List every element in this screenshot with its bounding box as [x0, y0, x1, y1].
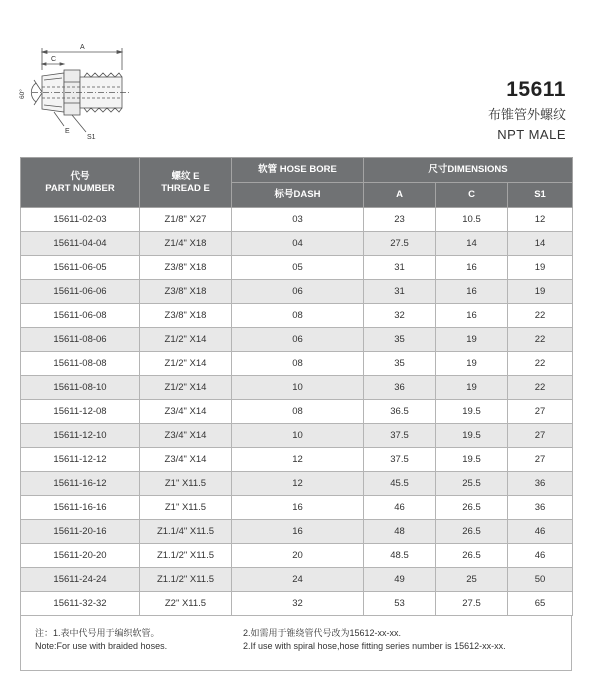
table-row [21, 232, 573, 256]
cell-s1: 12 [508, 208, 573, 232]
cell-dash: 20 [232, 544, 364, 568]
cell-part: 15611-20-16 [21, 520, 140, 544]
cell-dash: 12 [232, 472, 364, 496]
cell-part: 15611-08-10 [21, 376, 140, 400]
col-header-dimensions: 尺寸DIMENSIONS [364, 158, 573, 183]
cell-dash: 16 [232, 520, 364, 544]
cell-s1: 22 [508, 376, 573, 400]
table-row [21, 328, 573, 352]
cell-c: 19 [436, 328, 508, 352]
notes-box [20, 615, 572, 671]
part-number-en: PART NUMBER [45, 182, 115, 194]
cell-a: 48 [364, 520, 436, 544]
spec-table-body [21, 208, 573, 616]
cell-thread: Z3/4" X14 [140, 448, 232, 472]
cell-s1: 27 [508, 400, 573, 424]
cell-thread: Z1.1/2" X11.5 [140, 568, 232, 592]
cell-dash: 06 [232, 328, 364, 352]
cell-dash: 08 [232, 400, 364, 424]
col-header-thread [140, 158, 232, 208]
table-row [21, 208, 573, 232]
cell-part: 15611-02-03 [21, 208, 140, 232]
cell-a: 31 [364, 256, 436, 280]
cell-dash: 08 [232, 304, 364, 328]
cell-a: 35 [364, 328, 436, 352]
cell-part: 15611-12-10 [21, 424, 140, 448]
cell-c: 25 [436, 568, 508, 592]
cell-a: 37.5 [364, 424, 436, 448]
cell-dash: 10 [232, 424, 364, 448]
cell-thread: Z3/4" X14 [140, 400, 232, 424]
cell-c: 25.5 [436, 472, 508, 496]
note-2-cn: 2.如需用于锥绕管代号改为15612-xx-xx. [243, 628, 402, 638]
col-header-c: C [436, 183, 508, 208]
cell-a: 32 [364, 304, 436, 328]
note-1 [35, 627, 167, 653]
product-title-block [488, 78, 566, 142]
cell-a: 36.5 [364, 400, 436, 424]
cell-thread: Z1/4" X18 [140, 232, 232, 256]
cell-part: 15611-04-04 [21, 232, 140, 256]
dim-c-label: C [51, 56, 57, 63]
cell-c: 19.5 [436, 448, 508, 472]
cell-c: 26.5 [436, 520, 508, 544]
cell-dash: 08 [232, 352, 364, 376]
cell-thread: Z3/4" X14 [140, 424, 232, 448]
cell-s1: 27 [508, 424, 573, 448]
cell-c: 16 [436, 256, 508, 280]
cell-s1: 22 [508, 328, 573, 352]
thread-en: THREAD E [161, 182, 210, 194]
spec-table [20, 157, 573, 616]
note-1-cn: 注：1.表中代号用于编织软管。 [35, 628, 160, 638]
cell-a: 23 [364, 208, 436, 232]
cell-part: 15611-06-06 [21, 280, 140, 304]
table-row [21, 256, 573, 280]
cell-dash: 10 [232, 376, 364, 400]
cell-c: 10.5 [436, 208, 508, 232]
cell-c: 26.5 [436, 496, 508, 520]
cell-c: 14 [436, 232, 508, 256]
cell-s1: 36 [508, 472, 573, 496]
cell-c: 16 [436, 280, 508, 304]
cell-a: 45.5 [364, 472, 436, 496]
cell-thread: Z3/8" X18 [140, 256, 232, 280]
product-name-en: NPT MALE [497, 127, 566, 142]
cell-thread: Z2" X11.5 [140, 592, 232, 616]
cell-a: 53 [364, 592, 436, 616]
cell-c: 27.5 [436, 592, 508, 616]
table-row [21, 448, 573, 472]
cell-s1: 27 [508, 448, 573, 472]
table-row [21, 520, 573, 544]
cell-part: 15611-16-16 [21, 496, 140, 520]
table-row [21, 304, 573, 328]
cell-s1: 19 [508, 280, 573, 304]
cell-a: 35 [364, 352, 436, 376]
cell-a: 31 [364, 280, 436, 304]
cell-part: 15611-12-12 [21, 448, 140, 472]
cell-part: 15611-12-08 [21, 400, 140, 424]
table-row [21, 592, 573, 616]
cell-thread: Z1" X11.5 [140, 472, 232, 496]
angle-label: 60° [19, 89, 26, 99]
cell-s1: 22 [508, 304, 573, 328]
cell-part: 15611-08-06 [21, 328, 140, 352]
cell-dash: 12 [232, 448, 364, 472]
cell-s1: 50 [508, 568, 573, 592]
col-header-part-number [21, 158, 140, 208]
cell-part: 15611-32-32 [21, 592, 140, 616]
cell-c: 19 [436, 376, 508, 400]
cell-s1: 19 [508, 256, 573, 280]
dim-e-label: E [65, 128, 70, 135]
col-header-dash: 标号DASH [232, 183, 364, 208]
cell-a: 48.5 [364, 544, 436, 568]
table-row [21, 496, 573, 520]
cell-thread: Z3/8" X18 [140, 280, 232, 304]
cell-s1: 22 [508, 352, 573, 376]
cell-dash: 06 [232, 280, 364, 304]
cell-c: 26.5 [436, 544, 508, 568]
cell-s1: 46 [508, 544, 573, 568]
cell-thread: Z1.1/2" X11.5 [140, 544, 232, 568]
dim-s1-label: S1 [87, 134, 96, 141]
cell-thread: Z1" X11.5 [140, 496, 232, 520]
cell-part: 15611-16-12 [21, 472, 140, 496]
table-row [21, 280, 573, 304]
thread-cn: 螺纹 E [171, 170, 200, 182]
cell-part: 15611-06-08 [21, 304, 140, 328]
table-row [21, 424, 573, 448]
note-1-en: Note:For use with braided hoses. [35, 641, 168, 652]
cell-a: 27.5 [364, 232, 436, 256]
cell-part: 15611-08-08 [21, 352, 140, 376]
table-row [21, 472, 573, 496]
cell-s1: 36 [508, 496, 573, 520]
cell-c: 19.5 [436, 424, 508, 448]
cell-dash: 04 [232, 232, 364, 256]
col-header-a: A [364, 183, 436, 208]
cell-c: 19.5 [436, 400, 508, 424]
cell-thread: Z1/8" X27 [140, 208, 232, 232]
cell-c: 19 [436, 352, 508, 376]
cell-s1: 14 [508, 232, 573, 256]
table-row [21, 400, 573, 424]
cell-part: 15611-20-20 [21, 544, 140, 568]
part-number-cn: 代号 [70, 170, 90, 182]
table-row [21, 352, 573, 376]
cell-dash: 24 [232, 568, 364, 592]
cell-dash: 32 [232, 592, 364, 616]
cell-thread: Z1/2" X14 [140, 352, 232, 376]
cell-s1: 65 [508, 592, 573, 616]
note-2-en: 2.If use with spiral hose,hose fitting series number is 15612-xx-xx. [243, 641, 506, 652]
cell-c: 16 [436, 304, 508, 328]
cell-thread: Z1/2" X14 [140, 328, 232, 352]
cell-dash: 05 [232, 256, 364, 280]
cell-part: 15611-24-24 [21, 568, 140, 592]
table-row [21, 568, 573, 592]
cell-s1: 46 [508, 520, 573, 544]
product-name-cn: 布锥管外螺纹 [487, 107, 566, 122]
table-row [21, 544, 573, 568]
cell-dash: 16 [232, 496, 364, 520]
col-header-hose-bore: 软管 HOSE BORE [232, 158, 364, 183]
cell-thread: Z1/2" X14 [140, 376, 232, 400]
cell-a: 37.5 [364, 448, 436, 472]
cell-thread: Z3/8" X18 [140, 304, 232, 328]
col-header-s1: S1 [508, 183, 573, 208]
cell-a: 49 [364, 568, 436, 592]
cell-a: 36 [364, 376, 436, 400]
dim-a-label: A [80, 44, 85, 51]
cell-dash: 03 [232, 208, 364, 232]
fitting-drawing [14, 40, 174, 150]
cell-a: 46 [364, 496, 436, 520]
note-2 [243, 627, 506, 653]
model-number: 15611 [506, 78, 566, 101]
cell-part: 15611-06-05 [21, 256, 140, 280]
cell-thread: Z1.1/4" X11.5 [140, 520, 232, 544]
table-row [21, 376, 573, 400]
